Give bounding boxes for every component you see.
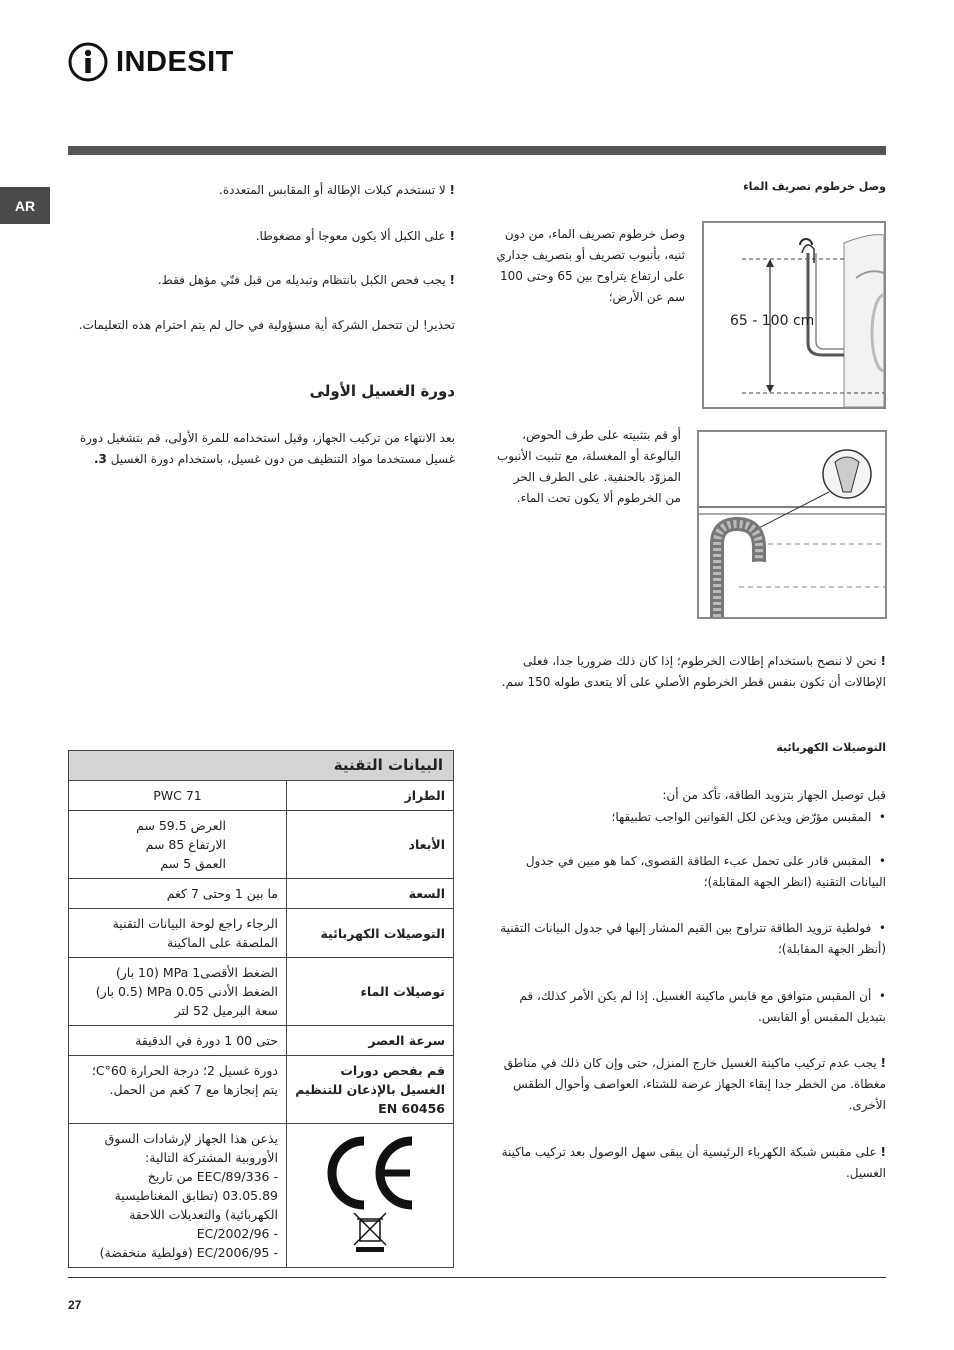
drain-section-title: وصل خرطوم تصريف الماء [743,180,886,193]
table-row: قم بفحص دورات الغسيل بالإذعان للتنظيم EN 60456 دورة غسيل 2؛ درجة الحرارة 60°C؛ يتم إنجازها مع 7 كغم من الحمل. [69,1056,454,1124]
cable-warning-1: ! لا تستخدم كبلات الإطالة أو المقابس المتعددة. [219,183,455,197]
first-wash-text: بعد الانتهاء من تركيب الجهاز، وقبل استخدامه للمرة الأولى، قم بتشغيل دورة غسيل مستخدما مواد التنظيف من دون غسيل، باستخدام دورة الغسيل 3. [79,431,455,466]
liability-disclaimer: تحذير! لن تتحمل الشركة أية مسؤولية في حال لم يتم احترام هذه التعليمات. [78,318,455,332]
drain-height-figure [702,221,886,409]
electrical-section-title: التوصيلات الكهربائية [776,741,886,754]
weee-bin-icon [354,1213,386,1252]
table-row: سرعة العصر حتى 00 1 دورة في الدقيقة [69,1026,454,1056]
technical-data-title: البيانات التقنية [69,751,454,781]
electrical-bullet-4: • أن المقبس متوافق مع قابس ماكينة الغسيل. إذا لم يكن الأمر كذلك، قم بتبديل المقبس أو القابس. [519,989,886,1024]
language-tab: AR [0,187,50,224]
table-row: الطراز PWC 71 [69,781,454,811]
outdoor-warning: ! يجب عدم تركيب ماكينة الغسيل خارج المنزل، حتى وإن كان ذلك في مناطق مغطاة. من الخطر جدا إبقاء الجهاز عرضة للشتاء، العواصف وأحوال الطقس الأخرى. [503,1056,886,1112]
first-wash-title: دورة الغسيل الأولى [309,382,455,400]
header-rule [68,146,886,155]
footer-rule [68,1277,886,1278]
drain-height-label: 65 - 100 cm [730,313,815,329]
drain-text-2: أو قم بتثبيته على طرف الحوض، البالوعة أو المغسلة، مع تثبيت الأنبوب المزوّد بالحنفية. على الطرف الحر من الخرطوم ألا يكون تحت الماء. [496,428,681,505]
socket-access-warning: ! على مقبس شبكة الكهرباء الرئيسية أن يبقى سهل الوصول بعد تركيب ماكينة الغسيل. [501,1145,886,1180]
ce-mark-icon [320,1133,420,1253]
electrical-bullet-3: • فولطية تزويد الطاقة تتراوح بين القيم المشار إليها في جدول البيانات التقنية (أنظر الجهة المقابلة)؛ [500,921,886,956]
brand-name: INDESIT [116,46,234,78]
drain-text-1: وصل خرطوم تصريف الماء، من دون ثنيه، بأنبوب تصريف أو بتصريف جداري على ارتفاع يتراوح بين 65 وحتى 100 سم عن الأرض؛ [496,227,685,304]
table-row: السعة ما بين 1 وحتى 7 كغم [69,879,454,909]
electrical-bullet-2: • المقبس قادر على تحمل عبء الطاقة القصوى، كما هو مبين في جدول البيانات التقنية (انظر الجهة المقابلة)؛ [525,854,886,889]
hose-extension-note: ! نحن لا ننصح باستخدام إطالات الخرطوم؛ إذا كان ذلك ضروريا جدا، فعلى الإطالات أن تكون بنفس قطر الخرطوم الأصلي على ألا يتعدى طوله 150 سم. [501,654,886,689]
indesit-logo [68,42,248,82]
table-row: توصيلات الماء الضغط الأقصى1 MPa (10 بار) الضغط الأدنى 0.05 MPa (0.5 بار) سعة البرميل 52 لتر [69,958,454,1026]
cable-warning-3: ! يجب فحص الكبل بانتظام وتبديله من قبل فنّي مؤهل فقط. [157,273,455,287]
cable-warning-2: ! على الكبل ألا يكون معوجا أو مضغوطا. [255,229,455,243]
electrical-intro: قبل توصيل الجهاز بتزويد الطاقة، تأكد من أن: [662,788,886,802]
electrical-bullet-1: • المقبس مؤرّض ويذعن لكل القوانين الواجب تطبيقها؛ [611,810,886,824]
page-number: 27 [68,1298,82,1312]
indesit-logo-icon [68,42,112,82]
table-row: التوصيلات الكهربائية الرجاء راجع لوحة البيانات التقنية الملصقة على الماكينة [69,909,454,958]
sink-hook-figure [697,430,887,619]
table-row: الأبعاد العرض 59.5 سم الارتفاع 85 سم العمق 5 سم [69,811,454,879]
table-row: يذعن هذا الجهاز لإرشادات السوق الأوروبية المشتركة التالية: - 89/336/EEC من تاريخ 03.05.89 (تطابق المغناطيسية الكهربائية) والتعديلات اللاحقة - 2002/96/EC - 2006/95/EC (فولطية منخفضة) [69,1124,454,1268]
technical-data-table [68,750,454,1268]
